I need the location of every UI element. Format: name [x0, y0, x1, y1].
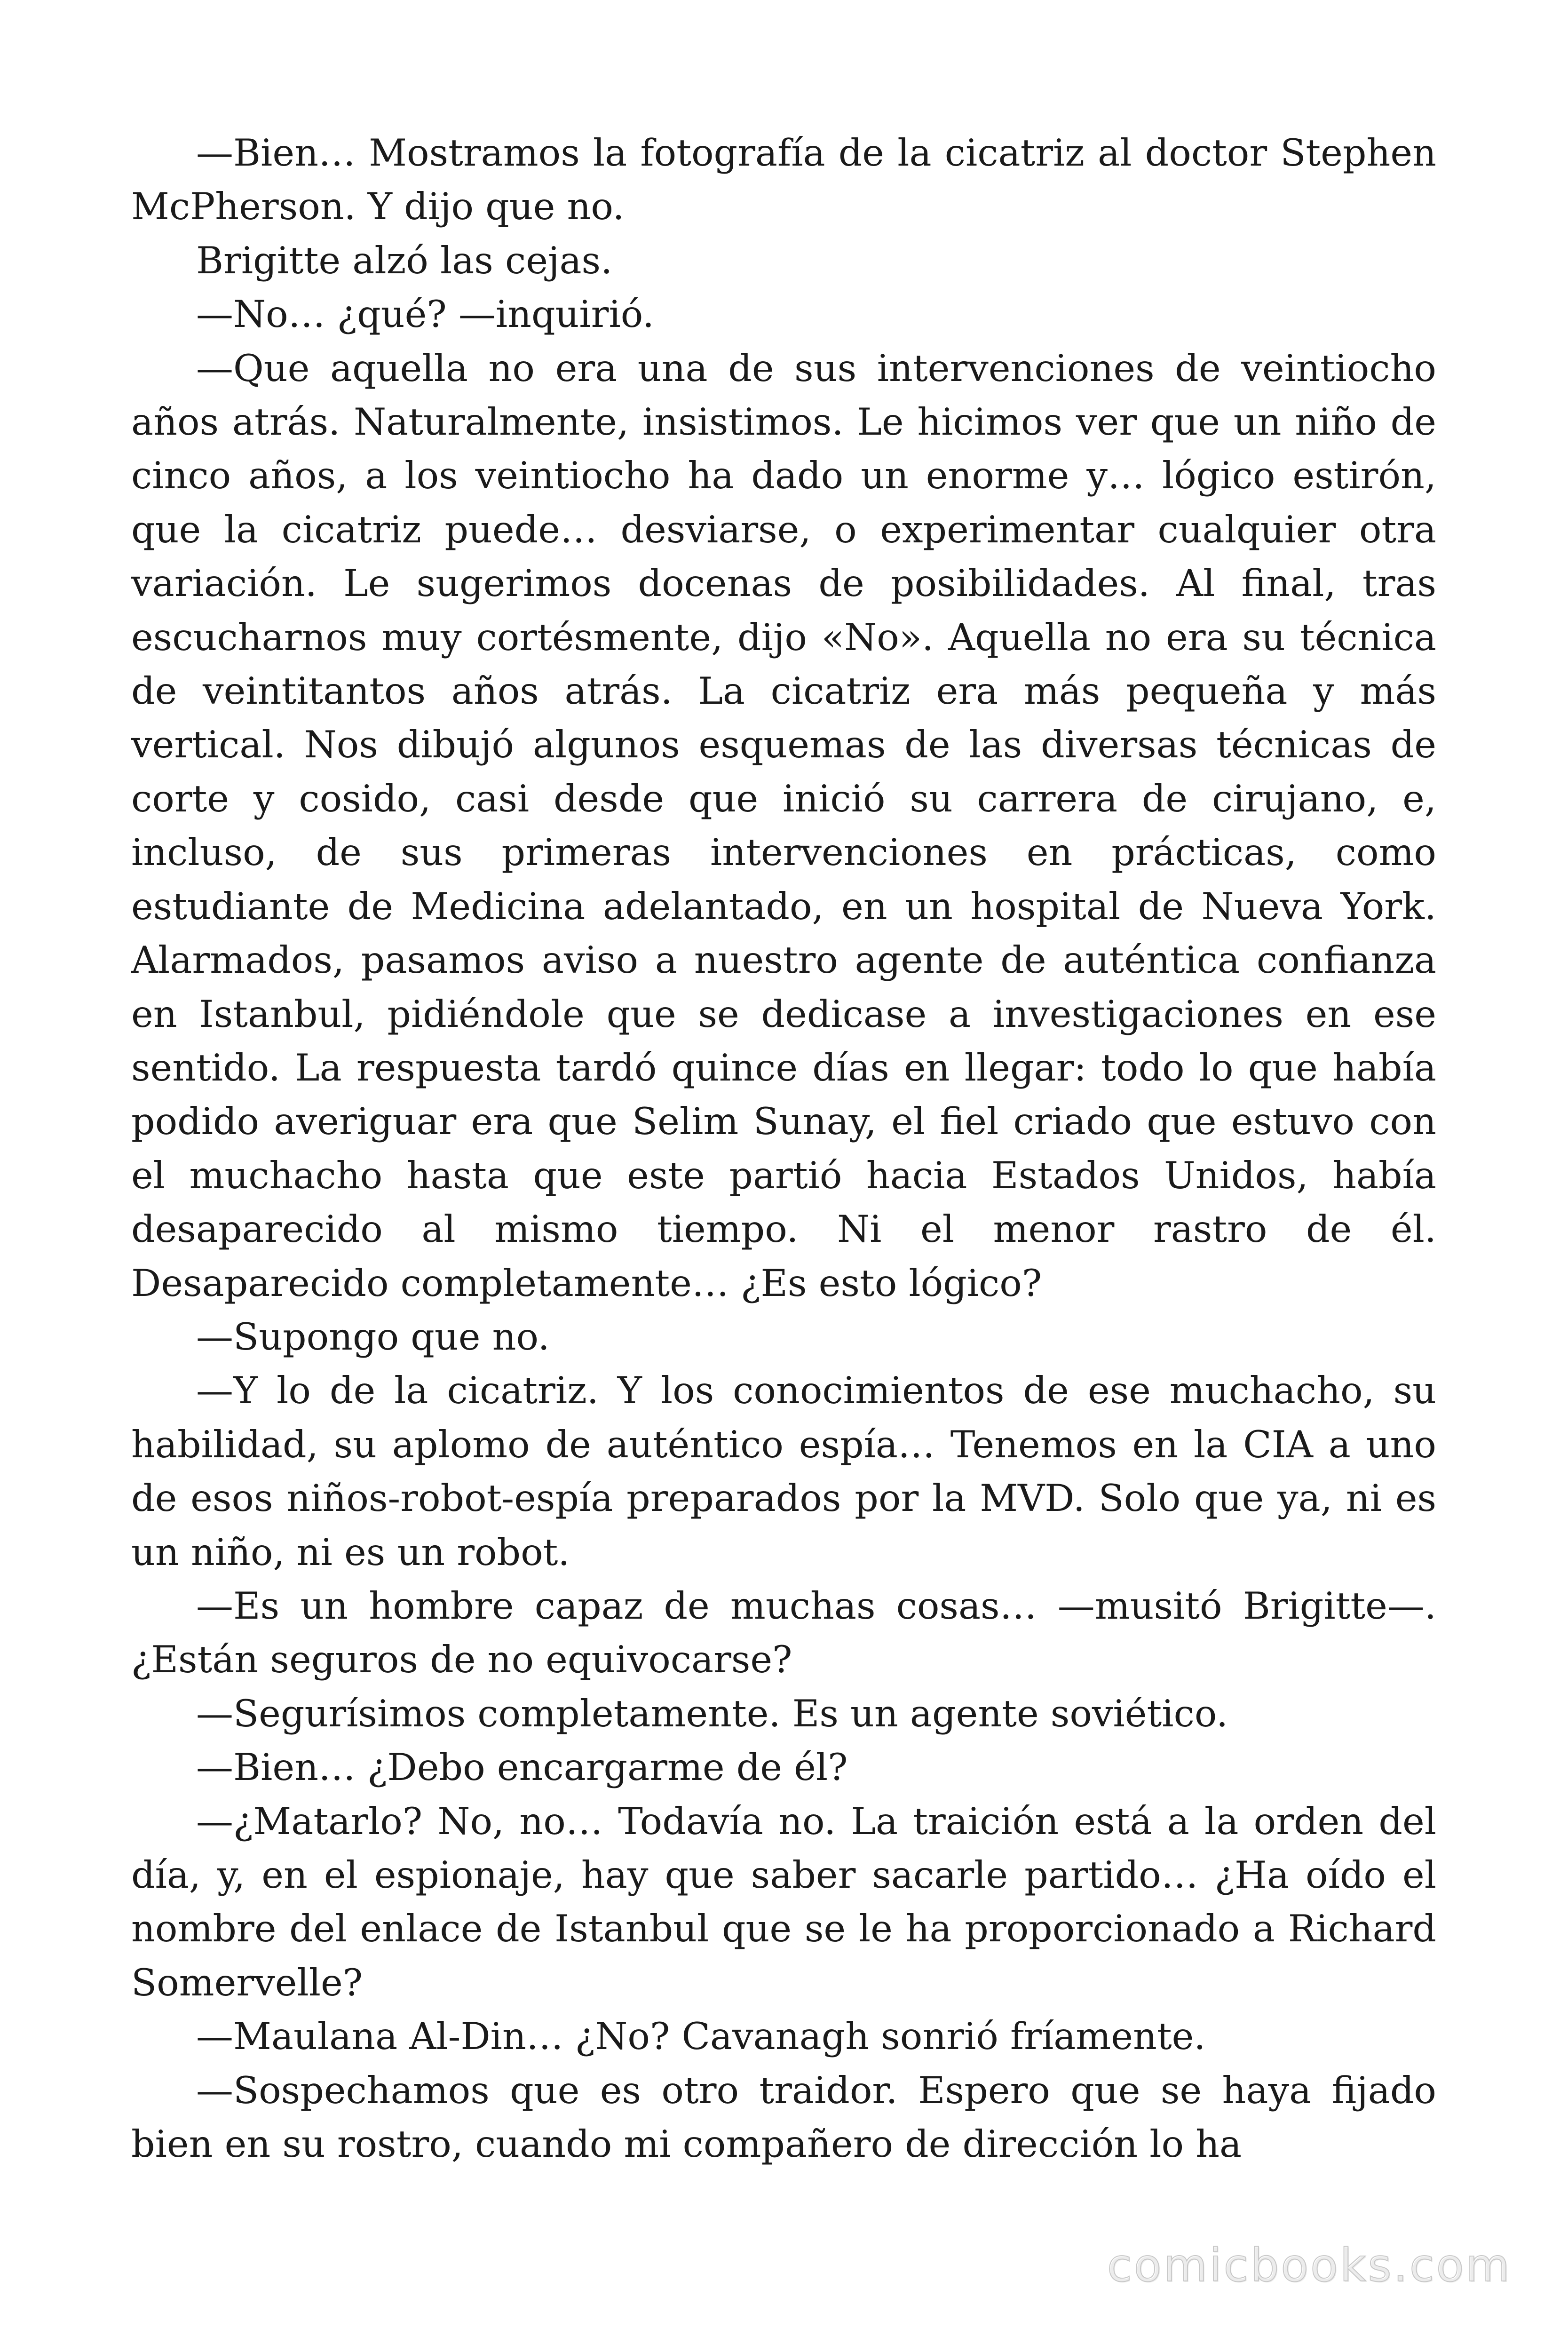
watermark: comicbooks.com	[1107, 2239, 1512, 2292]
paragraph: —Que aquella no era una de sus intervenciones de veintiocho años atrás. Naturalmente, insistimos. Le hicimos ver que un niño de cinco años, a los veintiocho ha dado un enorme y… lógico estirón, que la cicatriz puede… desviarse, o experimentar cualquier otra variación. Le sugerimos docenas de posibilidades. Al final, tras escucharnos muy cortésmente, dijo «No». Aquella no era su técnica de veintitantos años atrás. La cicatriz era más pequeña y más vertical. Nos dibujó algunos esquemas de las diversas técnicas de corte y cosido, casi desde que inició su carrera de cirujano, e, incluso, de sus primeras intervenciones en prácticas, como estudiante de Medicina adelantado, en un hospital de Nueva York. Alarmados, pasamos aviso a nuestro agente de auténtica confianza en Istanbul, pidiéndole que se dedicase a investigaciones en ese sentido. La respuesta tardó quince días en llegar: todo lo que había podido averiguar era que Selim Sunay, el fiel criado que estuvo con el muchacho hasta que este partió hacia Estados Unidos, había desaparecido al mismo tiempo. Ni el menor rastro de él. Desaparecido completamente… ¿Es esto lógico?	[131, 346, 1436, 1305]
paragraph: —¿Matarlo? No, no… Todavía no. La traición está a la orden del día, y, en el espionaje, hay que saber sacarle partido… ¿Ha oído el nombre del enlace de Istanbul que se le ha proporcionado a Richard Somervelle?	[131, 1799, 1436, 2004]
paragraph: —Bien… ¿Debo encargarme de él?	[196, 1746, 848, 1789]
page-body	[131, 126, 1436, 2186]
paragraph: —Maulana Al-Din… ¿No? Cavanagh sonrió fríamente.	[196, 2015, 1206, 2058]
paragraph: —Sospechamos que es otro traidor. Espero que se haya fijado bien en su rostro, cuando mi compañero de dirección lo ha	[131, 2068, 1436, 2166]
paragraph: —Supongo que no.	[196, 1315, 550, 1359]
paragraph: —Y lo de la cicatriz. Y los conocimientos de ese muchacho, su habilidad, su aplomo de auténtico espía… Tenemos en la CIA a uno de esos niños-robot-espía preparados por la MVD. Solo que ya, ni es un niño, ni es un robot.	[131, 1369, 1436, 1574]
paragraph: —No… ¿qué? —inquirió.	[196, 293, 654, 336]
paragraph: Brigitte alzó las cejas.	[196, 238, 613, 282]
paragraph: —Bien… Mostramos la fotografía de la cicatriz al doctor Stephen McPherson. Y dijo que no.	[131, 131, 1436, 229]
paragraph: —Segurísimos completamente. Es un agente soviético.	[196, 1692, 1228, 1735]
paragraph: —Es un hombre capaz de muchas cosas… —musitó Brigitte—. ¿Están seguros de no equivocarse?	[131, 1584, 1436, 1682]
